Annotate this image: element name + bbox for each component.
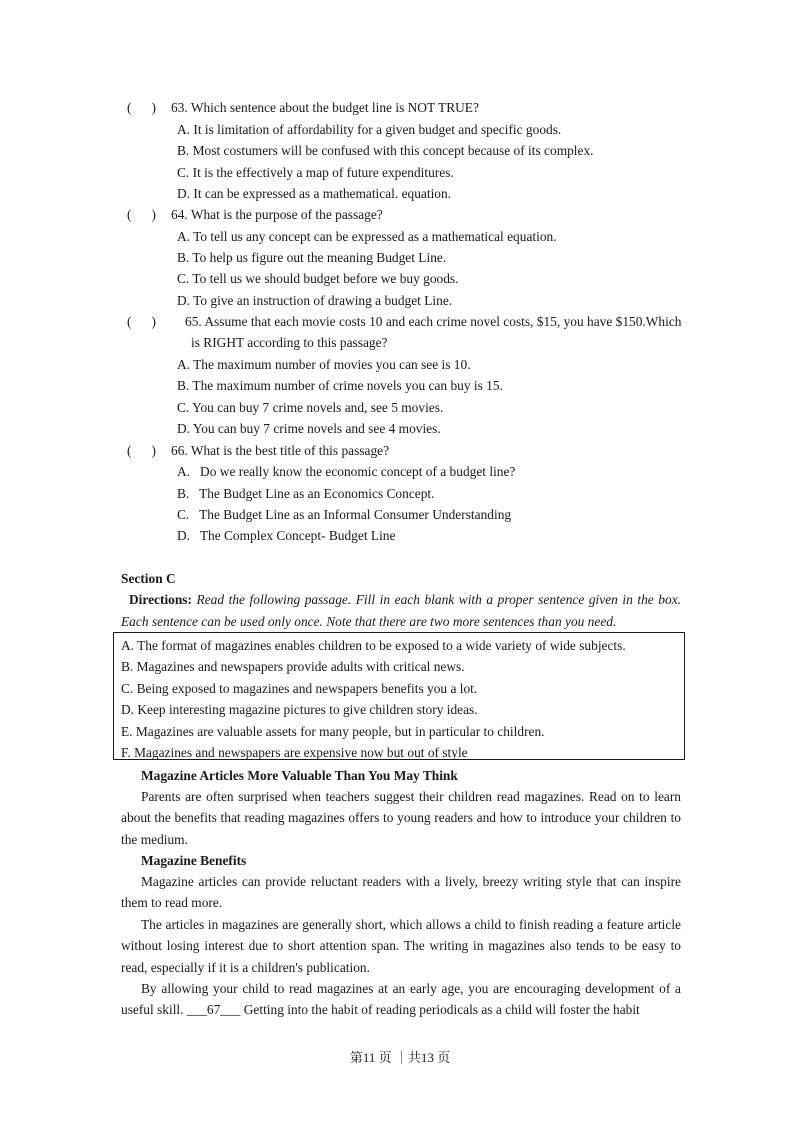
directions-text: Read the following passage. Fill in each blank with a proper sentence given in the box. Each sentence can be used only once. Note that there are two more sentences than you need.: [121, 592, 681, 629]
question-66-option-a: A. Do we really know the economic concept of a budget line?: [177, 464, 516, 479]
article-paragraph-4-text: By allowing your child to read magazines at an early age, you are encouraging development of a useful skill. ___67___ Getting into the habit of reading periodicals as a child will foster the habit: [121, 981, 681, 1018]
section-c-title: Section C: [121, 571, 176, 586]
choice-a: A. The format of magazines enables children to be exposed to a wide variety of wide subjects.: [121, 638, 626, 653]
question-66-option-b: B. The Budget Line as an Economics Concept.: [177, 486, 435, 501]
question-64-option-d: D. To give an instruction of drawing a budget Line.: [177, 293, 453, 308]
question-63-option-a: A. It is limitation of affordability for a given budget and specific goods.: [177, 122, 562, 137]
sentence-choice-box: [113, 632, 685, 760]
choice-b: B. Magazines and newspapers provide adults with critical news.: [121, 659, 465, 675]
question-63-option-b: B. Most costumers will be confused with this concept because of its complex.: [177, 143, 594, 158]
question-65-option-d: D. You can buy 7 crime novels and see 4 movies.: [177, 421, 441, 436]
question-65-stem-cont: is RIGHT according to this passage?: [191, 335, 388, 350]
choice-e: E. Magazines are valuable assets for many people, but in particular to children.: [121, 723, 545, 739]
choice-d: D. Keep interesting magazine pictures to give children story ideas.: [121, 702, 478, 718]
question-63-option-c: C. It is the effectively a map of future expenditures.: [177, 165, 454, 180]
article-paragraph-3-text: The articles in magazines are generally short, which allows a child to finish reading a feature article without losing interest due to short attention span. The writing in magazines also tends to be easy to read, especially if it is a children's publication.: [121, 917, 681, 975]
article-title: Magazine Articles More Valuable Than You May Think: [141, 768, 458, 783]
section-c-directions: [121, 589, 681, 632]
answer-paren-63[interactable]: ( ): [127, 100, 157, 115]
question-65-stem: 65. Assume that each movie costs 10 and each crime novel costs, $15, you have $150.Which: [185, 314, 682, 329]
question-65-option-c: C. You can buy 7 crime novels and, see 5 movies.: [177, 400, 444, 415]
answer-paren-66[interactable]: ( ): [127, 443, 157, 458]
article-paragraph-3: [121, 914, 681, 978]
article-paragraph-4: [121, 978, 681, 1021]
question-66-stem: 66. What is the best title of this passage?: [171, 443, 390, 458]
answer-paren-64[interactable]: ( ): [127, 207, 157, 222]
article-paragraph-2-text: Magazine articles can provide reluctant readers with a lively, breezy writing style that can inspire them to read more.: [121, 874, 681, 911]
article-paragraph-1: [121, 786, 681, 850]
question-66-option-d: D. The Complex Concept- Budget Line: [177, 528, 396, 543]
question-63-stem: 63. Which sentence about the budget line is NOT TRUE?: [171, 100, 479, 115]
question-64-option-b: B. To help us figure out the meaning Budget Line.: [177, 250, 447, 265]
page-footer: 第11 页 ｜共13 页: [349, 1050, 451, 1065]
article-paragraph-1-text: Parents are often surprised when teachers suggest their children read magazines. Read on to learn about the benefits that reading magazines offers to young readers and how to introduce your children to the medium.: [121, 789, 681, 847]
choice-c: C. Being exposed to magazines and newspapers benefits you a lot.: [121, 680, 478, 696]
article-subheading: Magazine Benefits: [141, 853, 247, 868]
question-63-option-d: D. It can be expressed as a mathematical. equation.: [177, 186, 452, 201]
question-64-option-a: A. To tell us any concept can be expressed as a mathematical equation.: [177, 229, 557, 244]
article-paragraph-2: [121, 871, 681, 914]
question-65-option-a: A. The maximum number of movies you can see is 10.: [177, 357, 471, 372]
choice-f: F. Magazines and newspapers are expensive now but out of style: [121, 745, 468, 761]
answer-paren-65[interactable]: ( ): [127, 314, 157, 329]
directions-label: Directions:: [129, 592, 192, 607]
question-64-stem: 64. What is the purpose of the passage?: [171, 207, 383, 222]
question-66-option-c: C. The Budget Line as an Informal Consumer Understanding: [177, 507, 512, 522]
question-65-option-b: B. The maximum number of crime novels you can buy is 15.: [177, 378, 503, 393]
question-64-option-c: C. To tell us we should budget before we buy goods.: [177, 271, 459, 286]
